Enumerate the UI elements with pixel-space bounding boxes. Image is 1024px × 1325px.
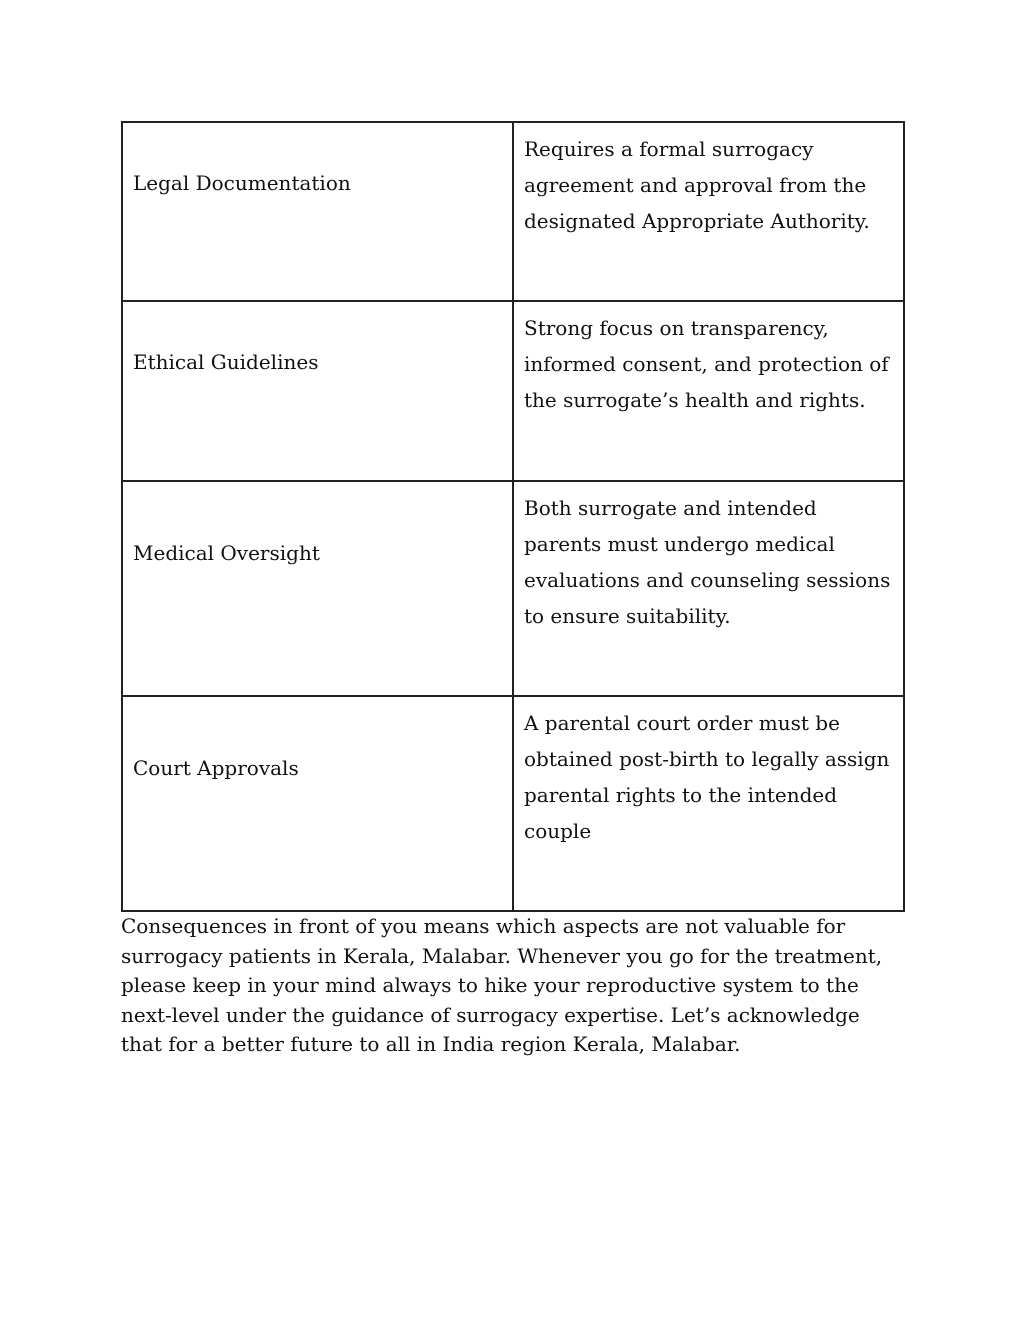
row-description: Requires a formal surrogacy agreement and approval from the designated Appropriate Authority. bbox=[524, 137, 870, 233]
row-label-cell bbox=[122, 481, 513, 696]
row-description: A parental court order must be obtained post-birth to legally assign parental rights to the intended couple bbox=[524, 711, 890, 843]
table-row bbox=[122, 301, 904, 481]
row-description-cell bbox=[513, 696, 904, 911]
row-label: Ethical Guidelines bbox=[133, 350, 319, 374]
row-description-cell bbox=[513, 301, 904, 481]
row-label-cell bbox=[122, 696, 513, 911]
row-label: Legal Documentation bbox=[133, 170, 351, 195]
requirements-table bbox=[121, 121, 905, 912]
table-row bbox=[122, 122, 904, 301]
body-paragraph: Consequences in front of you means which aspects are not valuable for surrogacy patients in Kerala, Malabar. Whenever you go for the treatment, please keep in your mind always to hike your reproductive system to the next-level under the guidance of surrogacy expertise. Let’s acknowledge that for a better future to all in India region Kerala, Malabar. bbox=[121, 914, 883, 1057]
row-label: Medical Oversight bbox=[133, 540, 320, 565]
row-description: Both surrogate and intended parents must undergo medical evaluations and counseling sessions to ensure suitability. bbox=[524, 496, 891, 628]
row-description: Strong focus on transparency, informed consent, and protection of the surrogate’s health and rights. bbox=[524, 316, 889, 412]
table-row bbox=[122, 481, 904, 696]
row-label-cell bbox=[122, 301, 513, 481]
row-label-cell bbox=[122, 122, 513, 301]
row-description-cell bbox=[513, 481, 904, 696]
row-label: Court Approvals bbox=[133, 755, 299, 780]
table-row bbox=[122, 696, 904, 911]
row-description-cell bbox=[513, 122, 904, 301]
